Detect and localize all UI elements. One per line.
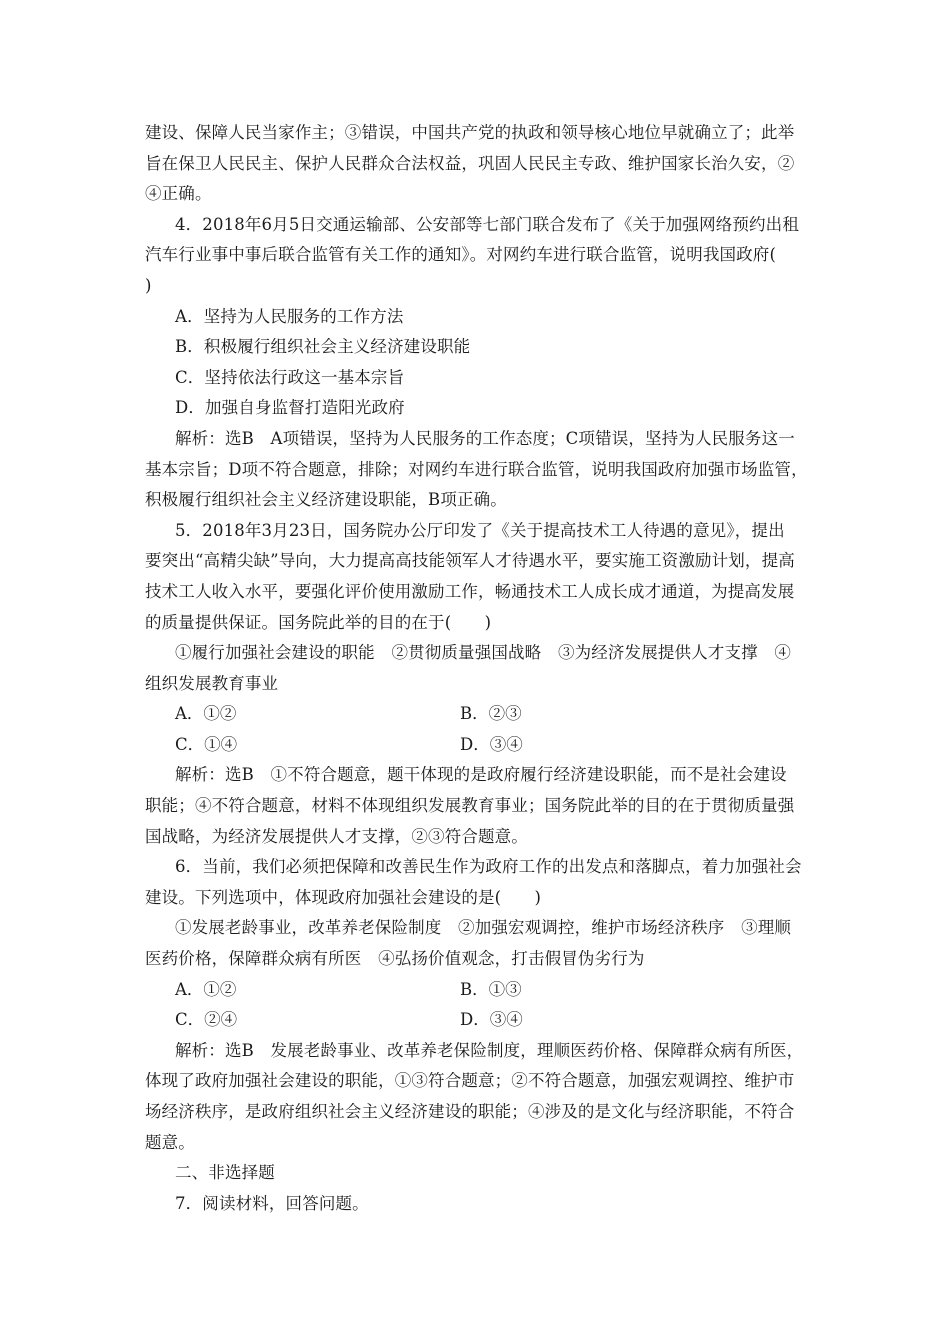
question-5-items-cont: 组织发展教育事业 [145, 673, 279, 693]
question-6-stem: 6．当前，我们必须把保障和改善民生作为政府工作的出发点和落脚点，着力加强社会 [175, 857, 802, 877]
question-4-analysis-cont: 基本宗旨；D项不符合题意，排除；对网约车进行联合监管，说明我国政府加强市场监管， [145, 459, 808, 479]
question-6-stem-cont: 建设。下列选项中，体现政府加强社会建设的是( ) [145, 887, 542, 907]
question-5-stem-cont: 技术工人收入水平，要强化评价使用激励工作，畅通技术工人成长成才通道，为提高发展 [145, 581, 795, 601]
question-4-option-d: D．加强自身监督打造阳光政府 [175, 398, 405, 418]
question-6-options-row [145, 1005, 810, 1036]
question-6-option-a: A．①② [175, 979, 237, 999]
text-line: 旨在保卫人民民主、保护人民群众合法权益，巩固人民民主专政、维护国家长治久安，② [145, 153, 795, 173]
question-5-option-a: A．①② [175, 704, 237, 724]
question-4-stem: 4．2018年6月5日交通运输部、公安部等七部门联合发布了《关于加强网络预约出租 [175, 214, 799, 234]
question-6-options-row [145, 975, 810, 1006]
question-7-stem: 7．阅读材料，回答问题。 [175, 1193, 369, 1213]
question-6-items-cont: 医药价格，保障群众病有所医 ④弘扬价值观念，打击假冒伪劣行为 [145, 949, 645, 969]
question-5-analysis-cont: 职能；④不符合题意，材料不体现组织发展教育事业；国务院此举的目的在于贯彻质量强 [145, 796, 795, 816]
question-5-options-row [145, 730, 810, 761]
question-5-option-c: C．①④ [175, 734, 238, 754]
question-6-option-b: B．①③ [460, 979, 522, 999]
question-6-option-c: C．②④ [175, 1010, 238, 1030]
question-4-analysis-cont: 积极履行组织社会主义经济建设职能，B项正确。 [145, 490, 507, 510]
question-6-items: ①发展老龄事业，改革养老保险制度 ②加强宏观调控，维护市场经济秩序 ③理顺 [175, 918, 792, 938]
question-4-stem-cont: 汽车行业事中事后联合监管有关工作的通知》。对网约车进行联合监管，说明我国政府( [145, 245, 777, 265]
question-5-option-d: D．③④ [460, 734, 523, 754]
question-5-options-row [145, 699, 810, 730]
question-5-stem-cont: 的质量提供保证。国务院此举的目的在于( ) [145, 612, 492, 632]
question-5-stem: 5．2018年3月23日，国务院办公厅印发了《关于提高技术工人待遇的意见》，提出 [175, 520, 785, 540]
question-6-analysis: 解析：选B 发展老龄事业、改革养老保险制度，理顺医药价格、保障群众病有所医， [175, 1040, 804, 1060]
section-heading: 二、非选择题 [175, 1163, 275, 1183]
question-4-option-c: C．坚持依法行政这一基本宗旨 [175, 367, 405, 387]
question-5-analysis: 解析：选B ①不符合题意，题干体现的是政府履行经济建设职能，而不是社会建设 [175, 765, 787, 785]
question-4-option-b: B．积极履行组织社会主义经济建设职能 [175, 337, 471, 357]
question-4-stem-cont: ) [145, 275, 152, 295]
question-5-stem-cont: 要突出“高精尖缺”导向，大力提高高技能领军人才待遇水平，要实施工资激励计划，提高 [145, 551, 795, 571]
question-5-option-b: B．②③ [460, 704, 522, 724]
question-6-analysis-cont: 场经济秩序，是政府组织社会主义经济建设的职能；④涉及的是文化与经济职能，不符合 [145, 1102, 795, 1121]
question-4-option-a: A．坚持为人民服务的工作方法 [175, 306, 404, 326]
question-6-analysis-cont: 题意。 [145, 1132, 195, 1152]
question-5-analysis-cont: 国战略，为经济发展提供人才支撑，②③符合题意。 [145, 826, 528, 846]
question-6-option-d: D．③④ [460, 1010, 523, 1030]
text-line: 建设、保障人民当家作主；③错误，中国共产党的执政和领导核心地位早就确立了；此举 [145, 123, 795, 142]
document-page [145, 118, 810, 1219]
question-6-analysis-cont: 体现了政府加强社会建设的职能，①③符合题意；②不符合题意，加强宏观调控、维护市 [145, 1071, 795, 1091]
question-5-items: ①履行加强社会建设的职能 ②贯彻质量强国战略 ③为经济发展提供人才支撑 ④ [175, 643, 792, 663]
text-line: ④正确。 [145, 184, 212, 204]
question-4-analysis: 解析：选B A项错误，坚持为人民服务的工作态度；C项错误，坚持为人民服务这一 [175, 428, 795, 448]
